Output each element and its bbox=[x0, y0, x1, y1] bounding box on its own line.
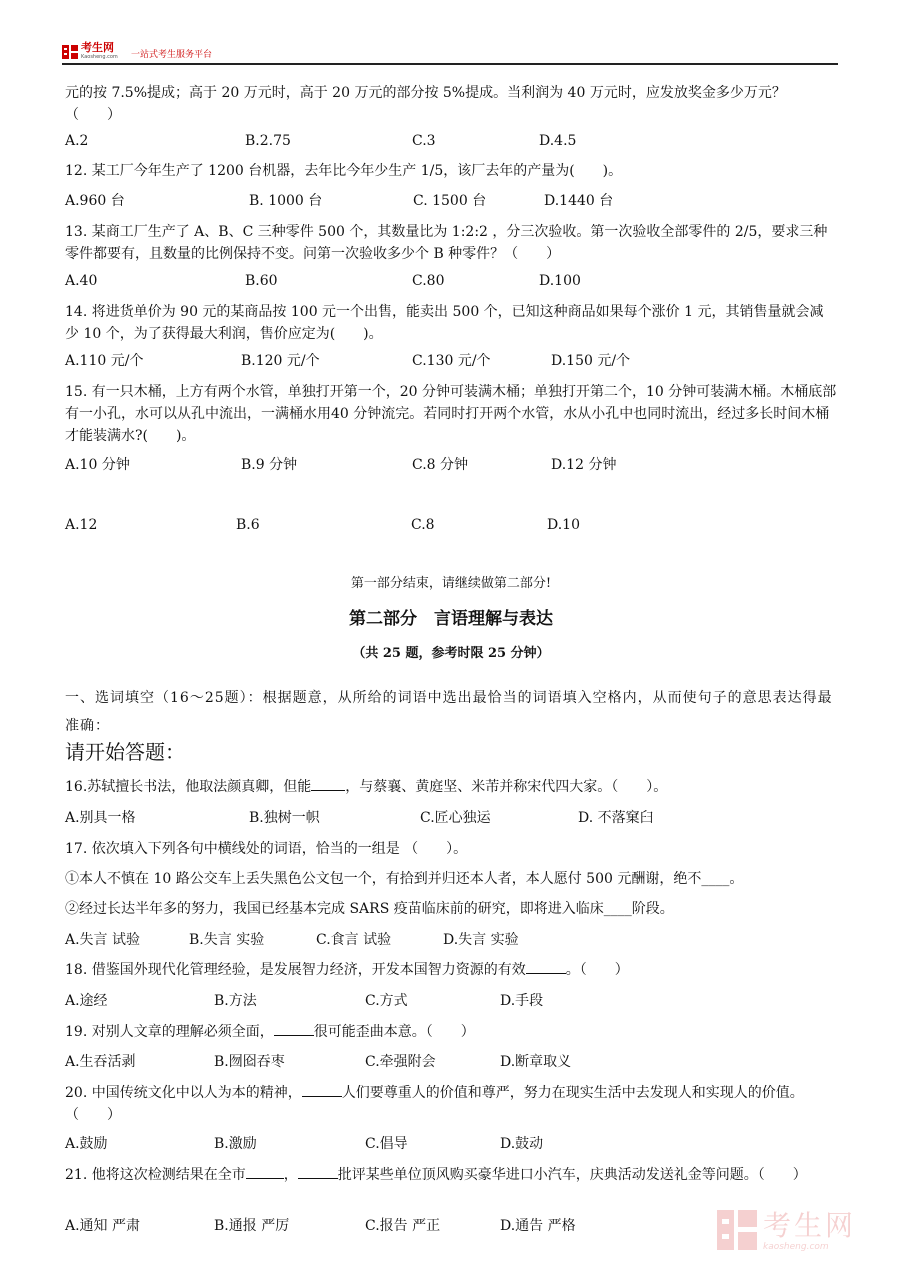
watermark bbox=[717, 1210, 877, 1254]
header-divider bbox=[62, 63, 838, 65]
q17-option-b: B.失言 实验 bbox=[189, 932, 265, 948]
extra-option-d: D.10 bbox=[547, 517, 580, 533]
q13-option-c: C.80 bbox=[412, 273, 445, 289]
question-21-text: 21. 他将这次检测结果在全市 ， 批评某些单位顶风购买豪华进口小汽车，庆典活动发送礼金等问题。（ ） bbox=[65, 1164, 837, 1186]
question-12-text: 12. 某工厂今年生产了 1200 台机器，去年比今年少生产 1/5，该厂去年的产量为( )。 bbox=[65, 163, 623, 179]
question-15-text: 15. 有一只木桶，上方有两个水管，单独打开第一个，20 分钟可装满木桶；单独打开第二个，10 分钟可装满木桶。木桶底部有一小孔，水可以从孔中流出，一满桶水用40 分钟流完。若同时打开两个水管，水从小孔中也同时流出，经过多长时间木桶才能装满水?( )。 bbox=[65, 384, 837, 444]
header-slogan: 一站式考生服务平台 bbox=[131, 50, 213, 60]
q13-option-b: B.60 bbox=[245, 273, 278, 289]
blank bbox=[298, 1164, 338, 1179]
q12-option-d: D.1440 台 bbox=[544, 193, 614, 209]
q16-option-d: D. 不落窠臼 bbox=[578, 810, 654, 826]
blank bbox=[246, 1164, 284, 1179]
q21-option-d: D.通告 严格 bbox=[500, 1218, 576, 1234]
part-one-end-note: 第一部分结束，请继续做第二部分! bbox=[350, 576, 552, 591]
question-14-text: 14. 将进货单价为 90 元的某商品按 100 元一个出售，能卖出 500 个，已知这种商品如果每个涨价 1 元，其销售量就会减少 10 个，为了获得最大利润，售价应定为( )。 bbox=[65, 304, 824, 342]
question-19-text: 19. 对别人文章的理解必须全面， 很可能歪曲本意。（ ） bbox=[65, 1021, 837, 1043]
q15-option-c: C.8 分钟 bbox=[412, 457, 469, 473]
q16-option-a: A.别具一格 bbox=[65, 810, 136, 826]
q13-option-d: D.100 bbox=[539, 273, 581, 289]
q18-option-b: B.方法 bbox=[214, 993, 257, 1009]
blank bbox=[274, 1021, 314, 1036]
q13-option-a: A.40 bbox=[65, 273, 98, 289]
part-two-subtitle: （共 25 题，参考时限 25 分钟） bbox=[352, 646, 550, 661]
q12-option-a: A.960 台 bbox=[65, 193, 125, 209]
question-17-sentence-1: ①本人不慎在 10 路公交车上丢失黑色公文包一个，有拾到并归还本人者，本人愿付 500 元酬谢，绝不____。 bbox=[65, 871, 744, 887]
q12-option-b: B. 1000 台 bbox=[249, 193, 323, 209]
q15-option-a: A.10 分钟 bbox=[65, 457, 130, 473]
kaosheng-logo-icon bbox=[62, 45, 78, 59]
blank bbox=[526, 959, 566, 974]
q14-option-d: D.150 元/个 bbox=[551, 353, 631, 369]
q11-option-c: C.3 bbox=[412, 133, 436, 149]
question-11-text: 元的按 7.5%提成；高于 20 万元时，高于 20 万元的部分按 5%提成。当利润为 40 万元时，应发放奖金多少万元？ （ ） bbox=[65, 85, 786, 123]
q17-option-c: C.食言 试验 bbox=[316, 932, 392, 948]
question-18-text: 18. 借鉴国外现代化管理经验，是发展智力经济，开发本国智力资源的有效 。（ ） bbox=[65, 959, 837, 981]
extra-option-a: A.12 bbox=[65, 517, 98, 533]
q21-option-b: B.通报 严厉 bbox=[214, 1218, 290, 1234]
q21-option-c: C.报告 严正 bbox=[365, 1218, 441, 1234]
extra-option-b: B.6 bbox=[236, 517, 260, 533]
blank bbox=[302, 1082, 342, 1097]
part-two-title: 第二部分 言语理解与表达 bbox=[349, 609, 553, 629]
watermark-text: 考生网 bbox=[763, 1209, 857, 1242]
q16-option-b: B.独树一帜 bbox=[249, 810, 320, 826]
watermark-subtext: kaosheng.com bbox=[763, 1242, 829, 1252]
q11-option-d: D.4.5 bbox=[539, 133, 577, 149]
logo-text: 考生网 bbox=[81, 41, 114, 54]
watermark-logo-icon bbox=[717, 1210, 757, 1250]
blank bbox=[311, 776, 345, 791]
q14-option-c: C.130 元/个 bbox=[412, 353, 491, 369]
question-16-text: 16.苏轼擅长书法，他取法颜真卿，但能 ，与蔡襄、黄庭坚、米芾并称宋代四大家。（ ）。 bbox=[65, 776, 837, 798]
q12-option-c: C. 1500 台 bbox=[413, 193, 487, 209]
logo-subtext: Kaosheng.com bbox=[81, 54, 118, 60]
q20-option-b: B.激励 bbox=[214, 1136, 257, 1152]
q16-option-c: C.匠心独运 bbox=[420, 810, 491, 826]
q15-option-d: D.12 分钟 bbox=[551, 457, 617, 473]
q14-option-a: A.110 元/个 bbox=[65, 353, 144, 369]
question-13-text: 13. 某商工厂生产了 A、B、C 三种零件 500 个，其数量比为 1:2:2 ，分三次验收。第一次验收全部零件的 2/5，要求三种零件都要有，且数量的比例保持不变。问第一次验收多少个 B 种零件？（ ） bbox=[65, 224, 828, 262]
q20-option-d: D.鼓动 bbox=[500, 1136, 544, 1152]
question-17-sentence-2: ②经过长达半年多的努力，我国已经基本完成 SARS 疫苗临床前的研究，即将进入临床____阶段。 bbox=[65, 901, 674, 917]
q18-option-d: D.手段 bbox=[500, 993, 544, 1009]
q15-option-b: B.9 分钟 bbox=[241, 457, 298, 473]
q19-option-d: D.断章取义 bbox=[500, 1054, 572, 1070]
q19-option-b: B.囫囵吞枣 bbox=[214, 1054, 285, 1070]
page-header bbox=[62, 40, 838, 64]
q17-option-a: A.失言 试验 bbox=[65, 932, 141, 948]
question-17-text: 17. 依次填入下列各句中横线处的词语，恰当的一组是 （ ）。 bbox=[65, 841, 468, 857]
q18-option-c: C.方式 bbox=[365, 993, 408, 1009]
question-20-text: 20. 中国传统文化中以人为本的精神， 人们要尊重人的价值和尊严，努力在现实生活中去发现人和实现人的价值。（ ） bbox=[65, 1082, 837, 1126]
q11-option-a: A.2 bbox=[65, 133, 89, 149]
q18-option-a: A.途经 bbox=[65, 993, 108, 1009]
q19-option-c: C.牵强附会 bbox=[365, 1054, 436, 1070]
q14-option-b: B.120 元/个 bbox=[241, 353, 320, 369]
section-instruction: 一、选词填空（16～25题）：根据题意，从所给的词语中选出最恰当的词语填入空格内，从而使句子的意思表达得最准确： bbox=[65, 690, 833, 734]
q20-option-c: C.倡导 bbox=[365, 1136, 408, 1152]
q21-option-a: A.通知 严肃 bbox=[65, 1218, 141, 1234]
q19-option-a: A.生吞活剥 bbox=[65, 1054, 136, 1070]
extra-option-c: C.8 bbox=[411, 517, 435, 533]
start-answering-heading: 请开始答题： bbox=[65, 740, 185, 764]
q20-option-a: A.鼓励 bbox=[65, 1136, 108, 1152]
q11-option-b: B.2.75 bbox=[245, 133, 291, 149]
q17-option-d: D.失言 实验 bbox=[443, 932, 519, 948]
